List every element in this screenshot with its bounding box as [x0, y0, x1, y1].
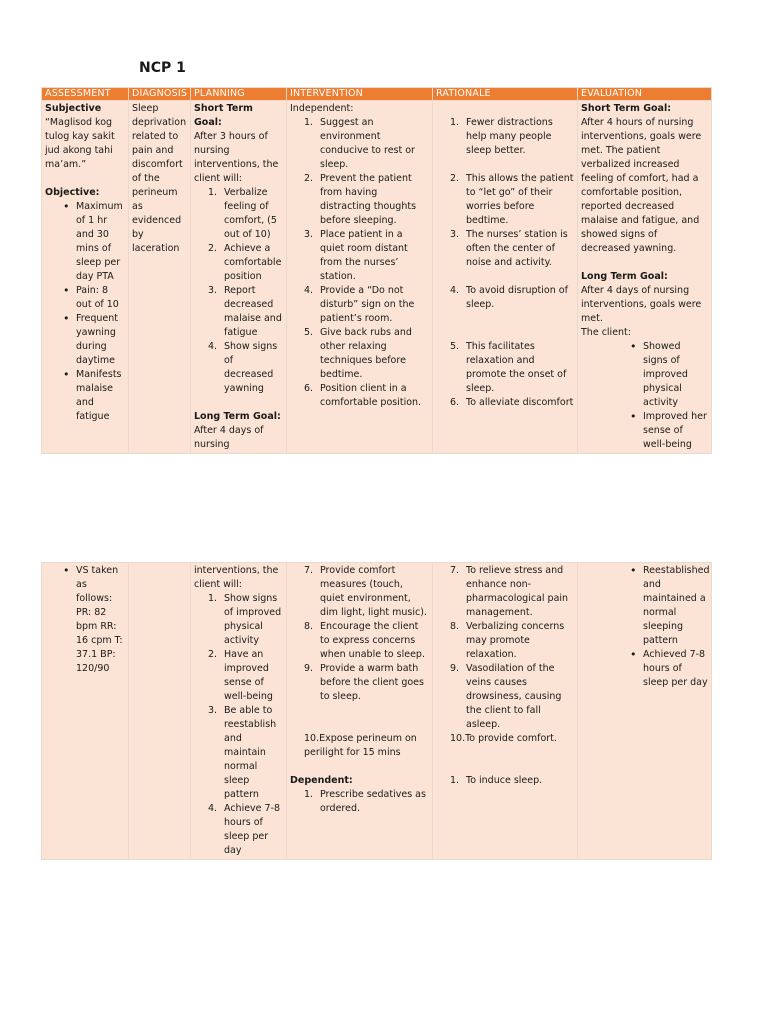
planning-stg-label: Short Term Goal: — [194, 103, 253, 128]
list-item: • Maximum of 1 hr and 30 mins of sleep per day PTA — [76, 200, 125, 284]
list-item: 8. Verbalizing concerns may promote relaxation. — [450, 621, 565, 660]
planning-ltg-text: After 4 days of nursing — [194, 425, 264, 450]
list-item: • Showed signs of improved physical activity — [643, 340, 708, 410]
diagnosis-cell — [129, 101, 191, 454]
evaluation-ltg-text: After 4 days of nursing interventions, goals were met. — [581, 285, 702, 324]
list-item: 8. Encourage the client to express concerns when unable to sleep. — [304, 621, 425, 660]
planning-cell — [191, 563, 287, 860]
list-item: 1. Suggest an environment conducive to rest or sleep. — [304, 117, 415, 170]
independent-label: Independent: — [290, 103, 354, 114]
list-item: 3. Be able to reestablish and maintain normal sleep pattern — [208, 705, 277, 800]
list-item: 7. Provide comfort measures (touch, quiet environment, dim light, light music). — [304, 565, 427, 618]
header-planning: PLANNING — [191, 88, 287, 101]
list-item: • Manifests malaise and fatigue — [76, 368, 125, 424]
list-item: 1. Prescribe sedatives as ordered. — [304, 789, 426, 814]
assessment-cell — [42, 563, 129, 860]
intervention-cell — [287, 563, 433, 860]
table-row — [42, 101, 712, 454]
list-item: • Frequent yawning during daytime — [76, 312, 125, 368]
list-item: 3. Report decreased malaise and fatigue — [208, 285, 282, 338]
intervention-cell — [287, 101, 433, 454]
evaluation-client-label: The client: — [581, 327, 631, 338]
list-item: 2. Prevent the patient from having distracting thoughts before sleeping. — [304, 173, 417, 226]
list-item: 4. Show signs of decreased yawning — [208, 341, 278, 394]
header-rationale: RATIONALE — [433, 88, 578, 101]
list-item: • Improved her sense of well-being — [643, 410, 708, 452]
evaluation-cell — [578, 101, 712, 454]
list-item: 2. This allows the patient to “let go” of their worries before bedtime. — [450, 173, 574, 226]
header-diagnosis: DIAGNOSIS — [129, 88, 191, 101]
list-item: 4. To avoid disruption of sleep. — [450, 285, 568, 310]
ncp-table-page2 — [41, 562, 712, 860]
table-row — [42, 563, 712, 860]
table-header-row — [42, 88, 712, 101]
list-item: 4. Achieve 7-8 hours of sleep per day — [208, 803, 281, 856]
page-title: NCP 1 — [139, 60, 186, 76]
list-item: 4. Provide a “Do not disturb” sign on the patient’s room. — [304, 285, 415, 324]
rationale-cell — [433, 563, 578, 860]
list-item: 1. To induce sleep. — [450, 775, 543, 786]
header-evaluation: EVALUATION — [578, 88, 712, 101]
list-item: 3. The nurses’ station is often the center of noise and activity. — [450, 229, 568, 268]
list-item: • Pain: 8 out of 10 — [76, 284, 125, 312]
list-item: 3. Place patient in a quiet room distant from the nurses’ station. — [304, 229, 408, 282]
ncp-table-page1 — [41, 87, 712, 454]
list-item: • VS taken as follows: PR: 82 bpm RR: 16 cpm T: 37.1 BP: 120/90 — [76, 564, 125, 676]
planning-stg-text: After 3 hours of nursing interventions, the client will: — [194, 131, 279, 184]
assessment-cell — [42, 101, 129, 454]
list-item: 1. Verbalize feeling of comfort, (5 out of 10) — [208, 187, 277, 240]
evaluation-cell — [578, 563, 712, 860]
list-item: 5. Give back rubs and other relaxing techniques before bedtime. — [304, 327, 412, 380]
evaluation-stg-text: After 4 hours of nursing interventions, goals were met. The patient verbalized increased feeling of comfort, had a comfortable position, reported decreased malaise and fatigue, and showed signs of decreased yawning. — [581, 117, 702, 254]
subjective-label: Subjective — [45, 103, 102, 114]
list-item: 1. Show signs of improved physical activity — [208, 593, 282, 646]
list-item: • Reestablished and maintained a normal sleeping pattern — [643, 564, 708, 648]
evaluation-ltg-label: Long Term Goal: — [581, 271, 668, 282]
diagnosis-text: Sleep deprivation related to pain and discomfort of the perineum as evidenced by laceration — [132, 103, 187, 254]
rationale-cell — [433, 101, 578, 454]
list-item: 2. Have an improved sense of well-being — [208, 649, 273, 702]
intervention-item-10: 10.Expose perineum on perilight for 15 mins — [304, 733, 417, 758]
list-item: • Achieved 7-8 hours of sleep per day — [643, 648, 708, 690]
list-item: 6. To alleviate discomfort — [450, 397, 574, 408]
list-item: 9. Vasodilation of the veins causes drowsiness, causing the client to fall asleep. — [450, 663, 562, 730]
diagnosis-cell — [129, 563, 191, 860]
evaluation-stg-label: Short Term Goal: — [581, 103, 672, 114]
header-intervention: INTERVENTION — [287, 88, 433, 101]
planning-cont-text: interventions, the client will: — [194, 565, 279, 590]
rationale-item-10: 10.To provide comfort. — [450, 733, 557, 744]
header-assessment: ASSESSMENT — [42, 88, 129, 101]
list-item: 6. Position client in a comfortable position. — [304, 383, 422, 408]
list-item: 2. Achieve a comfortable position — [208, 243, 282, 282]
subjective-text: “Maglisod kog tulog kay sakit jud akong tahi ma’am.” — [45, 117, 115, 170]
objective-label: Objective: — [45, 187, 100, 198]
planning-cell — [191, 101, 287, 454]
planning-ltg-label: Long Term Goal: — [194, 411, 281, 422]
list-item: 5. This facilitates relaxation and promote the onset of sleep. — [450, 341, 567, 394]
dependent-label: Dependent: — [290, 775, 353, 786]
list-item: 9. Provide a warm bath before the client goes to sleep. — [304, 663, 424, 702]
list-item: 1. Fewer distractions help many people sleep better. — [450, 117, 553, 156]
list-item: 7. To relieve stress and enhance non-pharmacological pain management. — [450, 565, 569, 618]
